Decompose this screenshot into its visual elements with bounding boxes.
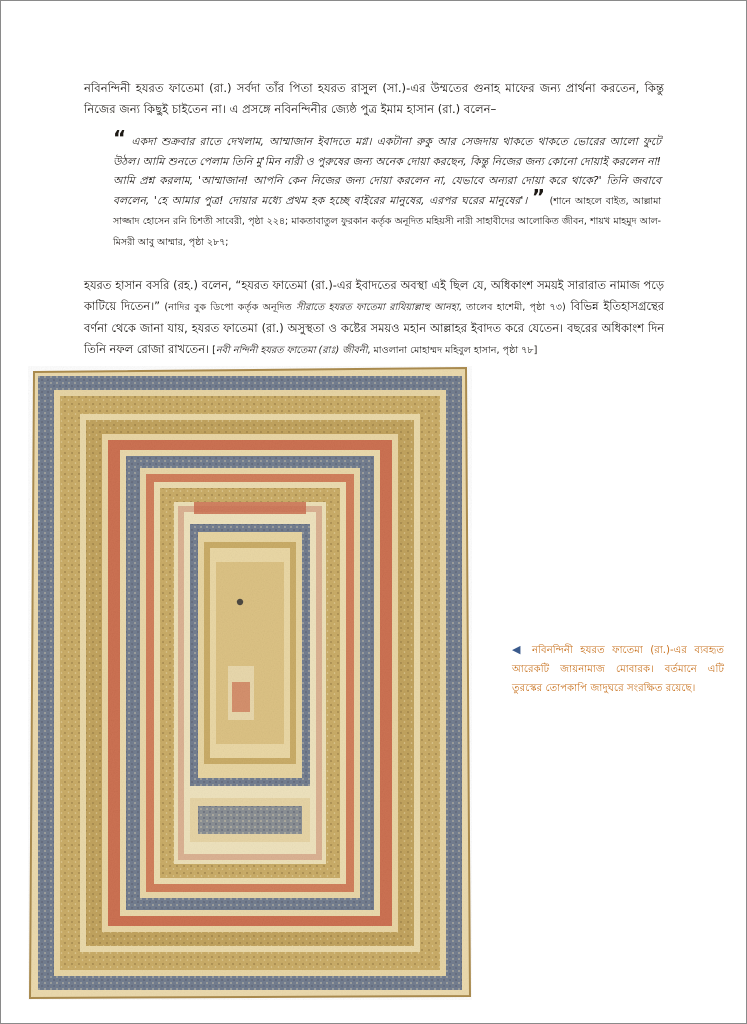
caption-text: নবিনন্দিনী হযরত ফাতেমা (রা.)-এর ব্যবহৃত আরেকটি জায়নামাজ মোবারক। বর্তমানে এটি তুরস্কের তোপকাপি জাদুঘরে সংরক্ষিত রয়েছে। [512,645,724,694]
quote-close-mark: ” [531,184,545,209]
para2-cite-1-title: সীরাতে হযরত ফাতেমা রাযিয়াল্লাহু আনহা [296,301,459,313]
para2-cite-2-title: নবী নন্দিনী হযরত ফাতেমা (রাঃ) জীবনী [215,344,368,356]
prayer-rug-illustration [28,366,472,1000]
para2-text-1: হযরত হাসান বসরি (রহ.) বলেন, “হযরত ফাতেমা (রা.)-এর ইবাদতের অবস্থা এই ছিল যে, অধিকাংশ সময়ই সারারাত নামাজ পড়ে কাটিয়ে দিতেন।” [84,278,664,313]
intro-paragraph [84,78,664,120]
intro-text: নবিনন্দিনী হযরত ফাতেমা (রা.) সর্বদা তাঁর পিতা হযরত রাসুল (সা.)-এর উম্মতের গুনাহ মাফের জন্য প্রার্থনা করতেন, কিন্তু নিজের জন্য কিছুই চাইতেন না। এ প্রসঙ্গে নবিনন্দিনীর জ্যেষ্ঠ পুত্র ইমাম হাসান (রা.) বলেন– [84,81,664,116]
quote-body: একদা শুক্রবার রাতে দেখলাম, আম্মাজান ইবাদতে মগ্ন। একটানা রুকু আর সেজদায় থাকতে থাকতে ভোরের আলো ফুটে উঠল। আমি শুনতে পেলাম তিনি মু'মিন নারী ও পুরুষের জন্য অনেক দোয়া করছেন, কিন্তু নিজের জন্য কোনো দোয়াই করলেন না! আমি প্রশ্ন করলাম, 'আম্মাজান! আপনি কেন নিজের জন্য দোয়া করলেন না, যেভাবে অন্যরা দোয়া করে থাকে?' তিনি জবাবে বললেন, 'হে আমার পুত্র! দোয়ার মধ্যে প্রথম হক হচ্ছে বাইরের মানুষের, এরপর ঘরের মানুষের'। [113,135,661,207]
caption-arrow-icon: ◀ [512,643,525,656]
image-caption [512,640,724,698]
prayer-rug-image [28,366,472,1000]
block-quote [113,126,662,252]
para2-cite-2-pre: [ [209,344,216,356]
quote-citation: (শানে আহলে বাইত, আল্লামা সাজ্জাদ হোসেন রনি চিশতী সাবেরী, পৃষ্ঠা ২২৪; মাকতাবাতুল ফুরকান কর্তৃক অনূদিত মহিয়সী নারী সাহাবীদের আলোকিত জীবন, শায়খ মাহমুদ আল-মিসরী আবু আম্মার, পৃষ্ঠা ২৮৭; [113,195,662,248]
para2-cite-1-pre: (নাদির বুক ডিপো কর্তৃক অনূদিত [160,301,297,313]
para2-cite-2-post: , মাওলানা মোহাম্মদ মহিবুল হাসান, পৃষ্ঠা ৭৮] [367,344,538,356]
quote-open-mark: “ [113,126,127,150]
second-paragraph [84,275,664,361]
para2-text-2: বিভিন্ন ইতিহাসগ্রন্থের বর্ণনা থেকে জানা যায়, হযরত ফাতেমা (রা.) অসুস্থতা ও কষ্টের সময়ও মহান আল্লাহর ইবাদত করে যেতেন। বছরের অধিকাংশ দিন তিনি নফল রোজা রাখতেন। [84,298,664,356]
para2-cite-1-post: , তালেব হাশেমী, পৃষ্ঠা ৭৩) [458,301,566,313]
